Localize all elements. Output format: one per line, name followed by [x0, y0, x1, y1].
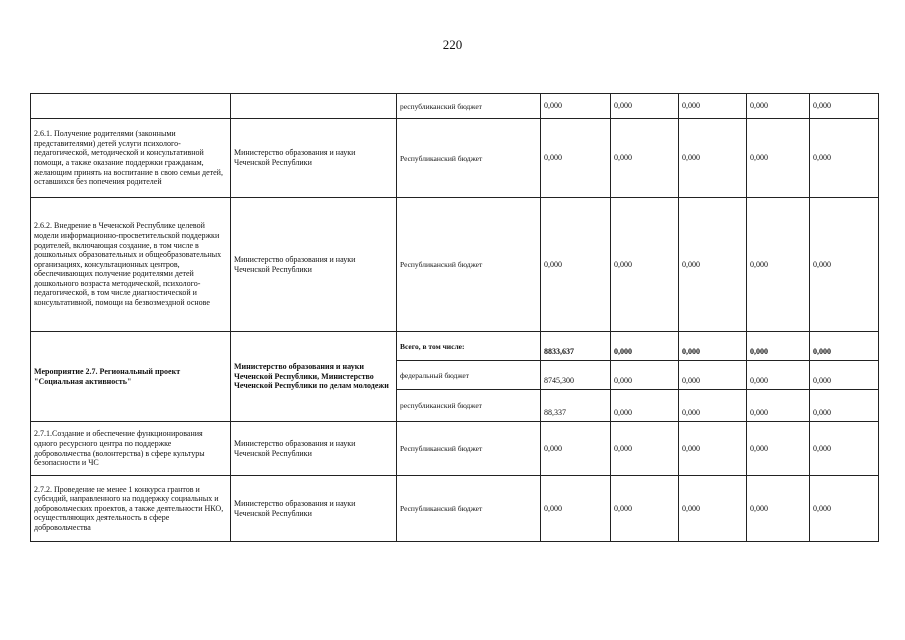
- page-number: 220: [442, 37, 463, 52]
- table-row: [31, 476, 879, 542]
- value-cell: 0,000: [541, 119, 611, 198]
- value-cell: 0,000: [810, 332, 879, 361]
- table-row: [31, 198, 879, 332]
- value-cell: 0,000: [679, 119, 747, 198]
- funding-source-cell: Республиканский бюджет: [397, 476, 541, 542]
- value-cell: 0,000: [611, 476, 679, 542]
- value-cell: 0,000: [747, 94, 810, 119]
- funding-source-cell: федеральный бюджет: [397, 361, 541, 390]
- funding-source-cell: республиканский бюджет: [397, 94, 541, 119]
- value-cell: 0,000: [679, 198, 747, 332]
- value-cell: 0,000: [611, 361, 679, 390]
- value-cell: 0,000: [541, 94, 611, 119]
- value-cell: 0,000: [810, 422, 879, 476]
- value-cell: 0,000: [611, 422, 679, 476]
- value-cell: 0,000: [611, 94, 679, 119]
- value-cell: 0,000: [611, 390, 679, 422]
- organization-cell: Министерство образования и науки Чеченской Республики: [231, 476, 397, 542]
- organization-cell: Министерство образования и науки Чеченской Республики: [231, 422, 397, 476]
- value-cell: 0,000: [541, 422, 611, 476]
- value-cell: 8833,637: [541, 332, 611, 361]
- value-cell: 0,000: [810, 198, 879, 332]
- event-name-cell: 2.6.2. Внедрение в Чеченской Республике целевой модели информационно-просветительской поддержки родителей, включающая создание, в том числе в дошкольных образовательных и общеобразовательных организациях, консультационных центров, обеспечивающих получение родителями детей дошкольного возраста методической, психолого-педагогической, в том числе диагностической и консультативной, помощи на безвозмездной основе: [31, 198, 231, 332]
- funding-source-cell: Республиканский бюджет: [397, 422, 541, 476]
- value-cell: 0,000: [679, 476, 747, 542]
- funding-source-cell: Всего, в том числе:: [397, 332, 541, 361]
- value-cell: 0,000: [747, 476, 810, 542]
- table-row: [31, 119, 879, 198]
- table-row: [31, 94, 879, 119]
- budget-table: [30, 93, 879, 542]
- organization-cell: Министерство образования и науки Чеченской Республики: [231, 198, 397, 332]
- table-row: [31, 332, 879, 361]
- value-cell: 0,000: [747, 361, 810, 390]
- funding-source-cell: республиканский бюджет: [397, 390, 541, 422]
- value-cell: 0,000: [611, 332, 679, 361]
- value-cell: 8745,300: [541, 361, 611, 390]
- value-cell: 0,000: [810, 476, 879, 542]
- value-cell: 88,337: [541, 390, 611, 422]
- funding-source-cell: Республиканский бюджет: [397, 119, 541, 198]
- value-cell: 0,000: [810, 94, 879, 119]
- value-cell: 0,000: [810, 390, 879, 422]
- event-name-cell: [31, 94, 231, 119]
- value-cell: 0,000: [810, 119, 879, 198]
- value-cell: 0,000: [747, 390, 810, 422]
- event-name-cell: 2.7.2. Проведение не менее 1 конкурса грантов и субсидий, направленного на поддержку социальных и добровольческих проектов, а также деятельности НКО, осуществляющих деятельность в сфере добровольчества: [31, 476, 231, 542]
- value-cell: 0,000: [611, 198, 679, 332]
- table-row: [31, 422, 879, 476]
- value-cell: 0,000: [747, 332, 810, 361]
- value-cell: 0,000: [541, 198, 611, 332]
- value-cell: 0,000: [679, 361, 747, 390]
- value-cell: 0,000: [679, 390, 747, 422]
- value-cell: 0,000: [611, 119, 679, 198]
- organization-cell: Министерство образования и науки Чеченской Республики: [231, 119, 397, 198]
- funding-source-cell: Республиканский бюджет: [397, 198, 541, 332]
- value-cell: 0,000: [541, 476, 611, 542]
- value-cell: 0,000: [747, 198, 810, 332]
- value-cell: 0,000: [810, 361, 879, 390]
- value-cell: 0,000: [679, 332, 747, 361]
- event-name-cell: 2.7.1.Создание и обеспечение функционирования одного ресурсного центра по поддержке добровольчества (волонтерства) в сфере культуры безопасности и ЧС: [31, 422, 231, 476]
- organization-cell: [231, 94, 397, 119]
- value-cell: 0,000: [679, 94, 747, 119]
- value-cell: 0,000: [747, 119, 810, 198]
- organization-cell: Министерство образования и науки Чеченской Республики, Министерство Чеченской Республики по делам молодежи: [231, 332, 397, 422]
- event-name-cell: Мероприятие 2.7. Региональный проект "Социальная активность": [31, 332, 231, 422]
- value-cell: 0,000: [747, 422, 810, 476]
- value-cell: 0,000: [679, 422, 747, 476]
- event-name-cell: 2.6.1. Получение родителями (законными представителями) детей услуги психолого-педагогической, методической и консультативной помощи, а также оказание поддержки гражданам, желающим принять на воспитание в свою семьи детей, оставшихся без попечения родителей: [31, 119, 231, 198]
